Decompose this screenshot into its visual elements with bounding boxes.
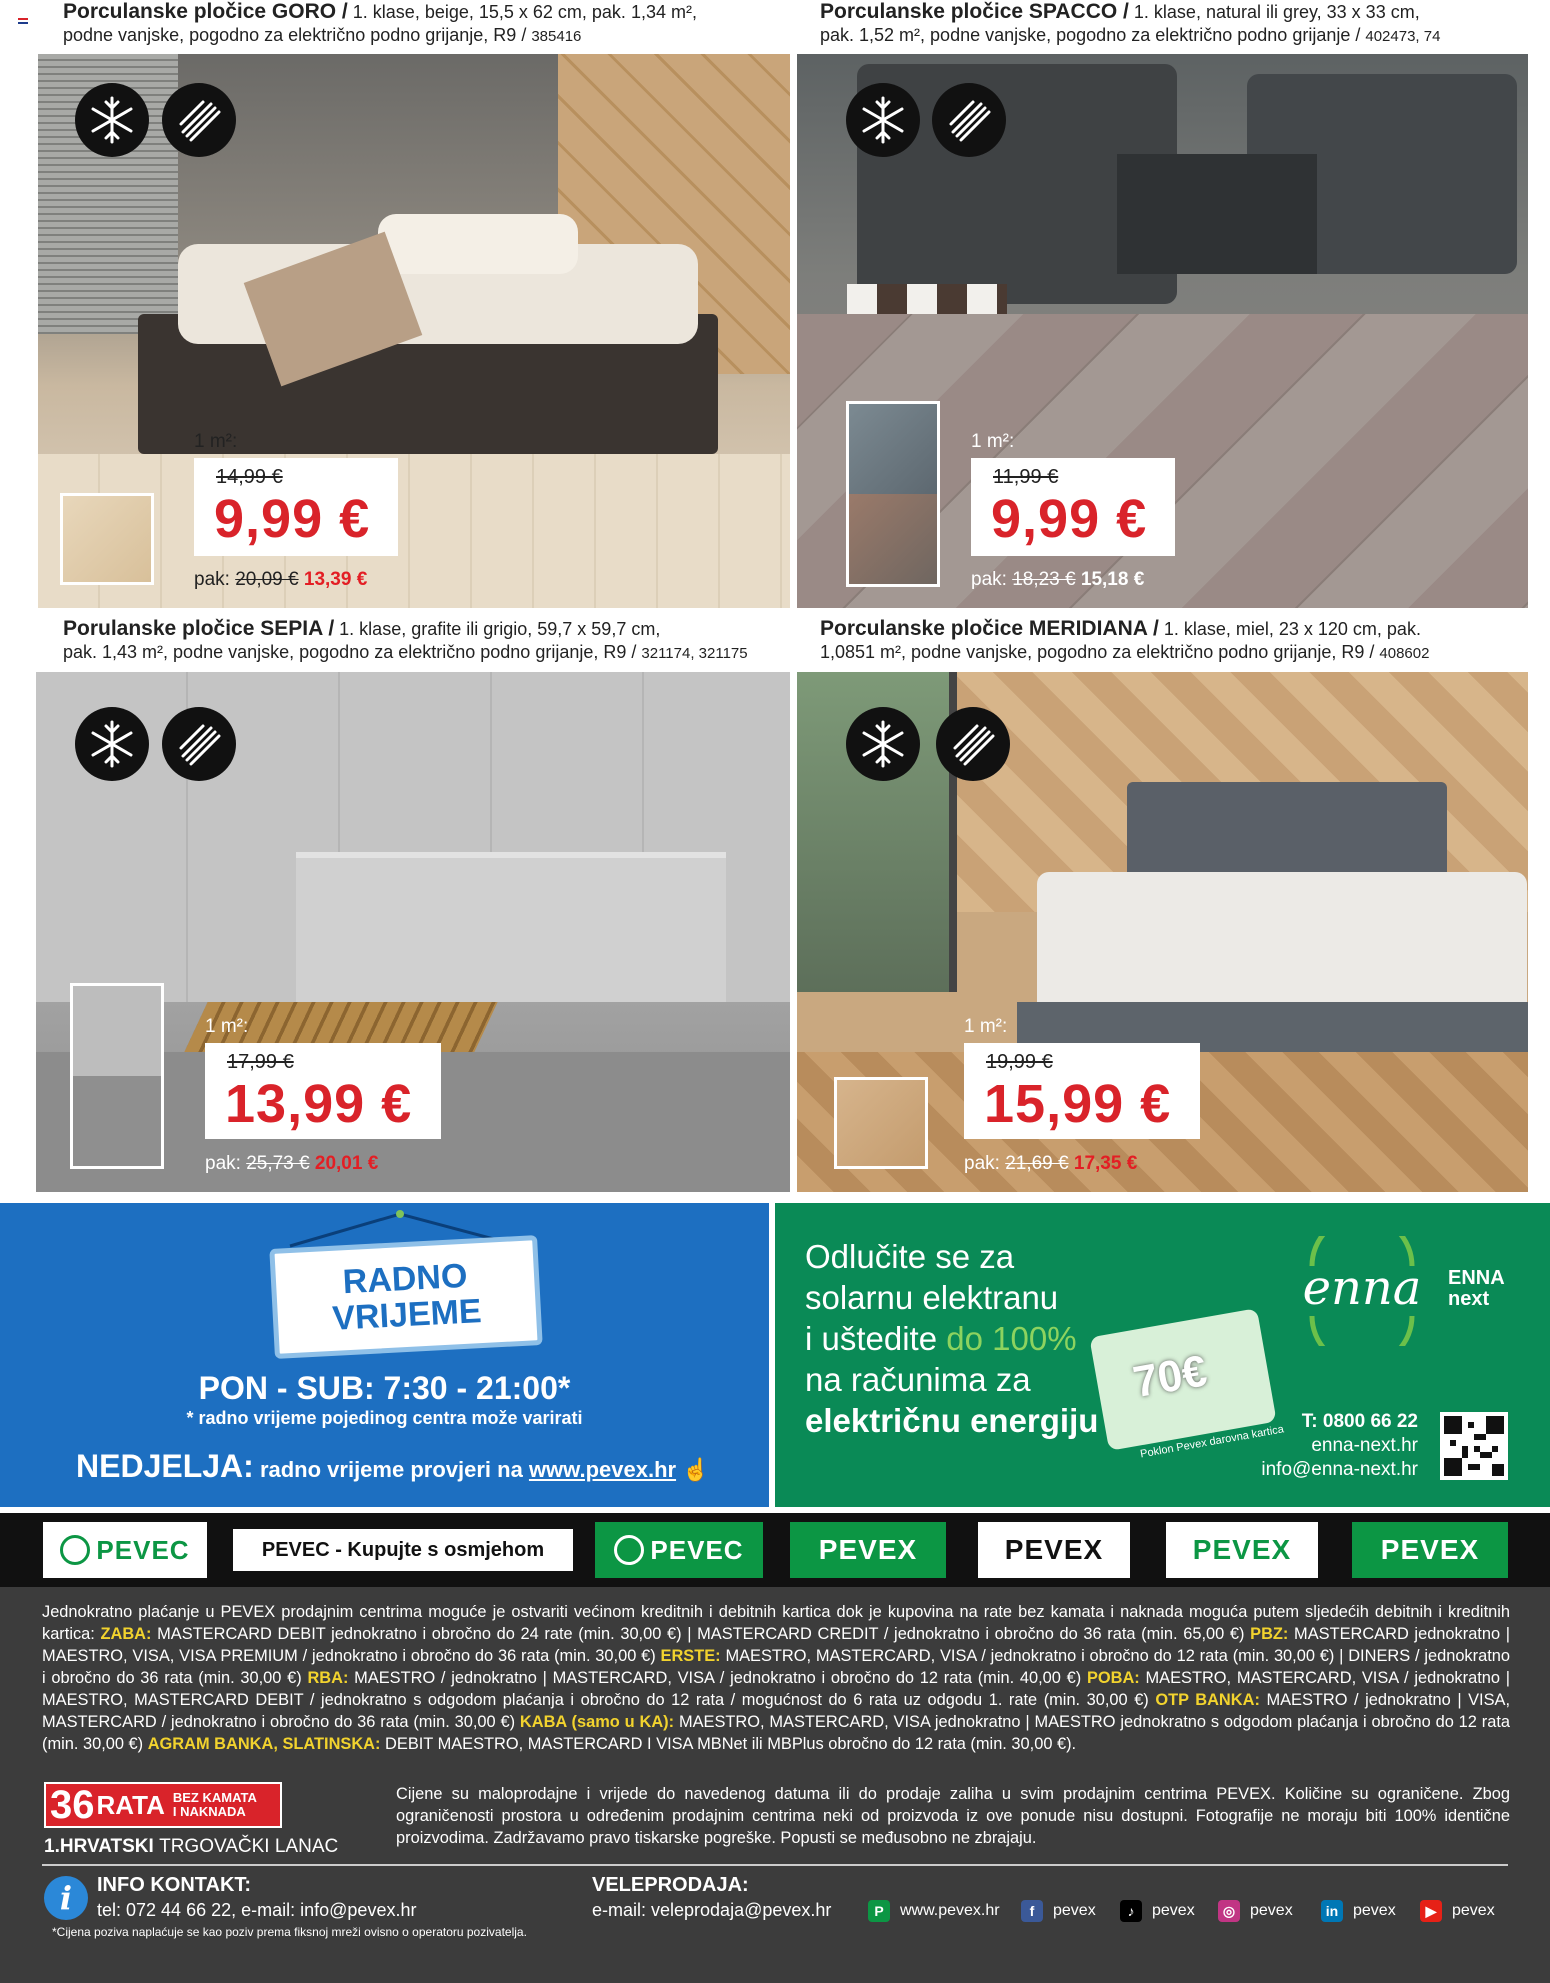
pak-label: pak:	[964, 1153, 1000, 1174]
snowflake-icon	[75, 83, 149, 157]
product-desc: 1. klase, grafite ili grigio, 59,7 x 59,7 cm,	[339, 619, 661, 639]
price-unit-label: 1 m²:	[205, 1016, 249, 1037]
pak-old-price: 21,69 €	[1005, 1153, 1069, 1174]
croatian-flag-icon	[18, 18, 28, 26]
qr-code[interactable]	[1440, 1412, 1508, 1480]
sunday-label: NEDJELJA:	[76, 1448, 254, 1484]
tile-swatch	[60, 493, 154, 585]
wholesale-title: VELEPRODAJA:	[592, 1874, 749, 1896]
product-name: Porculanske pločice MERIDIANA /	[820, 617, 1159, 640]
gift-card-label: Poklon Pevex darovna kartica	[1139, 1423, 1285, 1461]
chain-label	[44, 1836, 338, 1858]
social-label: pevex	[1250, 1902, 1293, 1919]
installments-badge	[44, 1782, 282, 1828]
payment-text: MAESTRO, MASTERCARD, VISA jednokratno | MAESTRO jednokratno s odgodom plaćanja i obročno do 12 rata (min. 30,00 €)	[42, 1713, 1511, 1753]
tile-swatch	[846, 401, 940, 587]
pak-new-price: 13,39 €	[303, 569, 368, 590]
product-desc: pak. 1,43 m², podne vanjske, pogodno za električno podno grijanje, R9 /	[63, 642, 637, 662]
new-price: 15,99 €	[984, 1074, 1172, 1134]
enna-contact	[1240, 1410, 1418, 1482]
payment-text: MAESTRO / jednokratno | VISA, MASTERCARD / jednokratno i obročno do 36 rata (min. 30,00 €)	[42, 1691, 1511, 1731]
package-price	[971, 569, 1144, 591]
sign-line: RADNO	[341, 1256, 469, 1302]
pevex-website-link[interactable]: www.pevex.hr	[528, 1457, 677, 1482]
pevex-logo: PEVEX	[1166, 1522, 1318, 1578]
working-hours-sign	[269, 1235, 542, 1359]
new-price: 13,99 €	[225, 1074, 413, 1134]
pevex-logo: PEVEX	[790, 1522, 946, 1578]
bank-name: AGRAM BANKA, SLATINSKA:	[147, 1735, 381, 1753]
pak-old-price: 25,73 €	[246, 1153, 310, 1174]
badge-number: 36	[50, 1782, 95, 1827]
social-tiktok[interactable]	[1120, 1900, 1195, 1922]
product-desc: 1. klase, beige, 15,5 x 62 cm, pak. 1,34 m²,	[352, 2, 697, 22]
social-label: pevex	[1152, 1902, 1195, 1919]
tiktok-icon: ♪	[1120, 1900, 1142, 1922]
price-box	[205, 1043, 441, 1139]
pevec-logo	[43, 1522, 207, 1578]
new-price: 9,99 €	[991, 489, 1148, 549]
info-contact[interactable]: tel: 072 44 66 22, e-mail: info@pevex.hr	[97, 1900, 417, 1920]
badge-sub: BEZ KAMATA	[172, 1790, 257, 1805]
chain-bold: 1.HRVATSKI	[44, 1836, 154, 1857]
new-price: 9,99 €	[214, 489, 371, 549]
pak-label: pak:	[205, 1153, 241, 1174]
payment-text: Jednokratno plaćanje u PEVEX prodajnim centrima moguće je ostvariti većinom kreditnih i debitnih kartica dok je kupovina na rate bez kamata i naknada moguća putem sljedećih debitnih i kreditnih kartica:	[42, 1603, 1510, 1643]
payment-text: MAESTRO, MASTERCARD, VISA / jednokratno | MAESTRO, MASTERCARD DEBIT / jednokratno s odgodom plaćanja i obročno do 12 rata / mogućnost do 6 rata uz odgodu 1. rate (min. 30,00 €)	[42, 1669, 1510, 1709]
bank-name: POBA:	[1086, 1669, 1140, 1687]
enna-brand-name	[1448, 1268, 1505, 1310]
price-unit-label: 1 m²:	[194, 431, 238, 452]
social-web[interactable]	[868, 1900, 1000, 1922]
price-box	[194, 458, 398, 556]
payment-text: MAESTRO / jednokratno | MASTERCARD, VISA / jednokratno i obročno do 12 rata (min. 40,00 €)	[354, 1669, 1082, 1687]
enna-email[interactable]: info@enna-next.hr	[1261, 1459, 1418, 1480]
enna-logo	[1282, 1236, 1442, 1346]
snowflake-icon	[846, 83, 920, 157]
package-price	[964, 1153, 1137, 1175]
payment-text: MASTERCARD DEBIT jednokratno i obročno do 24 rate (min. 30,00 €) | MASTERCARD CREDIT / jednokratno i obročno do 36 rata (min. 65,00 €)	[157, 1625, 1245, 1643]
sign-line: VRIJEME	[331, 1292, 483, 1338]
solar-line: na računima za	[805, 1361, 1031, 1398]
floor-heating-icon	[162, 83, 236, 157]
social-label: pevex	[1452, 1902, 1495, 1919]
product-goro-header	[63, 0, 783, 48]
social-youtube[interactable]	[1420, 1900, 1495, 1922]
social-label: pevex	[1353, 1902, 1396, 1919]
price-unit-label: 1 m²:	[964, 1016, 1008, 1037]
pevec-logo	[595, 1522, 763, 1578]
sunday-text: radno vrijeme provjeri na	[259, 1457, 523, 1482]
tile-swatch	[834, 1077, 928, 1169]
product-name: Porculanske pločice SPACCO /	[820, 0, 1129, 23]
solar-headline	[805, 1236, 1098, 1441]
solar-line: solarnu elektranu	[805, 1279, 1059, 1316]
old-price: 14,99 €	[216, 466, 283, 488]
package-price	[205, 1153, 378, 1175]
working-hours-main: PON - SUB: 7:30 - 21:00*	[198, 1370, 571, 1406]
product-code: 321174, 321175	[641, 645, 748, 662]
old-price: 19,99 €	[986, 1051, 1053, 1073]
pak-old-price: 20,09 €	[235, 569, 299, 590]
product-spacco-header	[820, 0, 1540, 48]
solar-line: i uštedite	[805, 1320, 938, 1357]
working-hours-note: * radno vrijeme pojedinog centra može varirati	[186, 1408, 583, 1428]
svg-text:enna: enna	[1302, 1260, 1422, 1316]
bank-name: ERSTE:	[660, 1647, 721, 1665]
pevex-web-icon: P	[868, 1900, 890, 1922]
pak-new-price: 15,18 €	[1080, 569, 1145, 590]
brand-line: ENNA	[1448, 1267, 1505, 1289]
product-code: 402473, 74	[1365, 28, 1441, 45]
payment-text: MAESTRO, MASTERCARD, VISA / jednokratno i obročno do 12 rata (min. 30,00 €) | DINERS / jednokratno i obročno do 36 rata (min. 30,00 €)	[42, 1647, 1510, 1687]
social-label: pevex	[1053, 1902, 1096, 1919]
chain-thin: TRGOVAČKI LANAC	[159, 1836, 339, 1857]
facebook-icon: f	[1021, 1900, 1043, 1922]
brand-line: next	[1448, 1288, 1490, 1310]
pevec-slogan: PEVEC - Kupujte s osmjehom	[233, 1529, 573, 1571]
gift-card-value: 70€	[1129, 1346, 1211, 1408]
logo-text: PEVEC	[96, 1534, 190, 1565]
snowflake-icon	[75, 707, 149, 781]
product-desc: pak. 1,52 m², podne vanjske, pogodno za električno podno grijanje /	[820, 25, 1361, 45]
solar-line: Odlučite se za	[805, 1238, 1015, 1275]
solar-line: električnu energiju	[805, 1402, 1099, 1439]
info-title: INFO KONTAKT:	[97, 1874, 252, 1896]
social-label: www.pevex.hr	[900, 1902, 1000, 1919]
enna-website[interactable]: enna-next.hr	[1311, 1435, 1418, 1456]
hand-cursor-icon: ☝	[682, 1457, 710, 1482]
product-meridiana-header	[820, 617, 1540, 665]
pevex-logo: PEVEX	[978, 1522, 1130, 1578]
enna-phone: T: 0800 66 22	[1301, 1411, 1418, 1432]
social-instagram[interactable]	[1218, 1900, 1293, 1922]
price-unit-label: 1 m²:	[971, 431, 1015, 452]
wholesale-email[interactable]: e-mail: veleprodaja@pevex.hr	[592, 1900, 832, 1920]
bank-name: PBZ:	[1250, 1625, 1289, 1643]
youtube-icon: ▶	[1420, 1900, 1442, 1922]
call-price-note: *Cijena poziva naplaćuje se kao poziv prema fiksnoj mreži ovisno o operatoru pozivatelja.	[52, 1925, 527, 1939]
product-desc: 1,0851 m², podne vanjske, pogodno za električno podno grijanje, R9 /	[820, 642, 1375, 662]
floor-heating-icon	[162, 707, 236, 781]
snowflake-icon	[846, 707, 920, 781]
payment-terms	[42, 1601, 1510, 1755]
info-icon: i	[44, 1876, 88, 1920]
social-facebook[interactable]	[1021, 1900, 1096, 1922]
product-sepia-header	[63, 617, 783, 665]
pak-old-price: 18,23 €	[1012, 569, 1076, 590]
old-price: 11,99 €	[993, 466, 1059, 488]
pak-label: pak:	[971, 569, 1007, 590]
price-box	[971, 458, 1175, 556]
bank-name: KABA (samo u KA):	[519, 1713, 675, 1731]
product-desc: 1. klase, miel, 23 x 120 cm, pak.	[1163, 619, 1421, 639]
floor-heating-icon	[936, 707, 1010, 781]
product-desc: 1. klase, natural ili grey, 33 x 33 cm,	[1133, 2, 1420, 22]
disclaimer: Cijene su maloprodajne i vrijede do navedenog datuma ili do prodaje zaliha u svim prodajnim centrima PEVEX. Količine su ograničene. Zbog ograničenosti prostora u određenim prodajnim centrima neki od proizvoda iz ove ponude nisu dostupni. Fotografije ne moraju biti 100% identične proizvodima. Zadržavamo pravo tiskarske pogreške. Popusti se međusobno ne zbrajaju.	[396, 1785, 1510, 1847]
package-price	[194, 569, 367, 591]
sunday-hours	[76, 1448, 710, 1485]
logo-text: PEVEC	[650, 1534, 744, 1565]
old-price: 17,99 €	[227, 1051, 294, 1073]
payment-text: DEBIT MAESTRO, MASTERCARD I VISA MBNet ili MBPlus obročno do 12 rata (min. 30,00 €).	[385, 1735, 1077, 1753]
instagram-icon: ◎	[1218, 1900, 1240, 1922]
social-linkedin[interactable]	[1321, 1900, 1396, 1922]
divider	[42, 1864, 1508, 1866]
badge-rata: RATA	[96, 1789, 165, 1820]
pevex-logo: PEVEX	[1352, 1522, 1508, 1578]
bank-name: OTP BANKA:	[1155, 1691, 1260, 1709]
linkedin-icon: in	[1321, 1900, 1343, 1922]
bank-name: ZABA:	[100, 1625, 152, 1643]
product-desc: podne vanjske, pogodno za električno podno grijanje, R9 /	[63, 25, 527, 45]
product-name: Porulanske pločice SEPIA /	[63, 617, 335, 640]
bank-name: RBA:	[307, 1669, 349, 1687]
product-code: 408602	[1379, 645, 1430, 662]
price-box	[964, 1043, 1200, 1139]
badge-sub: I NAKNADA	[172, 1804, 246, 1819]
solar-highlight: do 100%	[946, 1320, 1077, 1357]
pak-new-price: 20,01 €	[314, 1153, 379, 1174]
tile-swatch	[70, 983, 164, 1169]
floor-heating-icon	[932, 83, 1006, 157]
pak-label: pak:	[194, 569, 230, 590]
payment-text: MASTERCARD jednokratno | MAESTRO, VISA, VISA PREMIUM / jednokratno i obročno do 36 rata (min. 30,00 €)	[42, 1625, 1510, 1665]
product-name: Porculanske pločice GORO /	[63, 0, 348, 23]
product-code: 385416	[531, 28, 582, 45]
pak-new-price: 17,35 €	[1073, 1153, 1138, 1174]
